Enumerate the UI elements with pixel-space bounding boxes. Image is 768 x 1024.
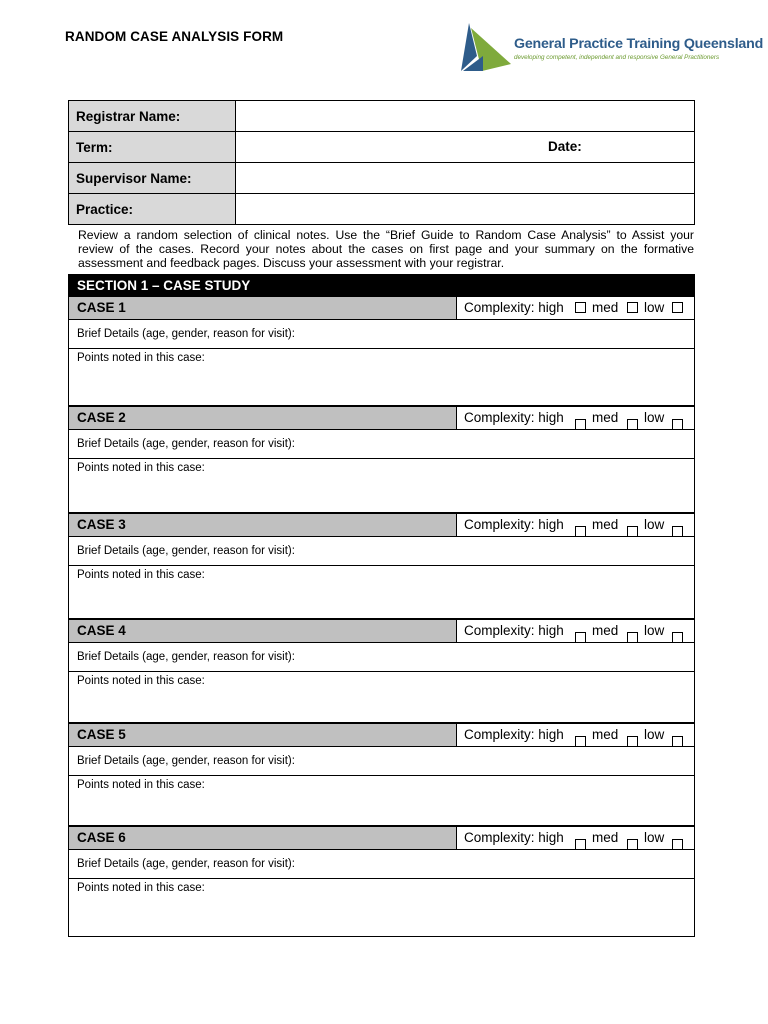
case-5 — [69, 724, 694, 827]
supervisor-name-field[interactable] — [236, 163, 695, 194]
brief-details-label: Brief Details (age, gender, reason for visit): — [77, 328, 295, 340]
logo-tagline: developing competent, independent and responsive General Practitioners — [514, 54, 720, 61]
instructions-text — [78, 228, 694, 270]
complexity-med-label: med — [592, 623, 619, 638]
complexity-high-label: Complexity: high — [464, 517, 564, 532]
complexity-high-label: Complexity: high — [464, 830, 564, 845]
brief-details-label: Brief Details (age, gender, reason for visit): — [77, 438, 295, 450]
brief-details-label: Brief Details (age, gender, reason for visit): — [77, 755, 295, 767]
case-study-section — [68, 274, 695, 937]
registrar-name-label: Registrar Name: — [69, 101, 236, 132]
points-noted-field[interactable] — [69, 566, 694, 619]
instructions-line: assessment and feedback pages. Discuss your assessment with your registrar. — [78, 256, 505, 270]
points-noted-label: Points noted in this case: — [77, 882, 205, 894]
gptq-logo — [457, 20, 764, 74]
points-noted-field[interactable] — [69, 776, 694, 826]
points-noted-label: Points noted in this case: — [77, 462, 205, 474]
instructions-line: Review a random selection of clinical notes. Use the “Brief Guide to Random Case Analysis” to Assist your — [78, 228, 694, 242]
case-header — [69, 297, 694, 320]
term-label: Term: — [69, 132, 236, 163]
brief-details-field[interactable] — [69, 850, 694, 879]
complexity-low-checkbox[interactable] — [672, 632, 683, 643]
supervisor-name-label: Supervisor Name: — [69, 163, 236, 194]
case-title: CASE 3 — [69, 514, 456, 536]
complexity-low-checkbox[interactable] — [672, 736, 683, 747]
case-header — [69, 514, 694, 537]
complexity-high-label: Complexity: high — [464, 410, 564, 425]
case-title: CASE 5 — [69, 724, 456, 746]
case-title: CASE 4 — [69, 620, 456, 642]
complexity-low-checkbox[interactable] — [672, 419, 683, 430]
brief-details-label: Brief Details (age, gender, reason for visit): — [77, 651, 295, 663]
complexity-low-label: low — [644, 727, 665, 742]
brief-details-field[interactable] — [69, 643, 694, 672]
complexity-selector — [456, 514, 694, 536]
instructions-line: review of the cases. Record your notes about the cases on first page and your summary on the formative — [78, 242, 694, 256]
case-title: CASE 6 — [69, 827, 456, 849]
term-row — [69, 132, 695, 163]
case-4 — [69, 620, 694, 724]
complexity-low-label: low — [644, 623, 665, 638]
points-noted-label: Points noted in this case: — [77, 675, 205, 687]
complexity-low-checkbox[interactable] — [672, 839, 683, 850]
complexity-selector — [456, 620, 694, 642]
complexity-med-label: med — [592, 727, 619, 742]
registrar-details-table — [68, 100, 695, 225]
practice-label: Practice: — [69, 194, 236, 225]
complexity-selector — [456, 724, 694, 746]
complexity-med-checkbox[interactable] — [627, 526, 638, 537]
complexity-high-checkbox[interactable] — [575, 526, 586, 537]
complexity-med-checkbox[interactable] — [627, 302, 638, 313]
date-label: Date: — [548, 139, 582, 154]
term-field[interactable] — [236, 132, 695, 163]
points-noted-label: Points noted in this case: — [77, 779, 205, 791]
complexity-low-checkbox[interactable] — [672, 302, 683, 313]
logo-name: General Practice Training Queensland — [514, 36, 764, 52]
brief-details-field[interactable] — [69, 430, 694, 459]
supervisor-name-row — [69, 163, 695, 194]
case-header — [69, 620, 694, 643]
case-title: CASE 1 — [69, 297, 456, 319]
practice-field[interactable] — [236, 194, 695, 225]
case-header — [69, 827, 694, 850]
complexity-selector — [456, 297, 694, 319]
points-noted-label: Points noted in this case: — [77, 569, 205, 581]
complexity-high-checkbox[interactable] — [575, 632, 586, 643]
points-noted-label: Points noted in this case: — [77, 352, 205, 364]
complexity-low-label: low — [644, 300, 665, 315]
complexity-selector — [456, 827, 694, 849]
complexity-med-label: med — [592, 410, 619, 425]
brief-details-label: Brief Details (age, gender, reason for visit): — [77, 545, 295, 557]
complexity-low-label: low — [644, 410, 665, 425]
complexity-selector — [456, 407, 694, 429]
section-title: SECTION 1 – CASE STUDY — [69, 275, 694, 297]
gptq-logo-mark-icon — [457, 20, 513, 74]
case-3 — [69, 514, 694, 620]
complexity-med-checkbox[interactable] — [627, 419, 638, 430]
complexity-high-checkbox[interactable] — [575, 736, 586, 747]
case-title: CASE 2 — [69, 407, 456, 429]
complexity-high-checkbox[interactable] — [575, 302, 586, 313]
practice-row — [69, 194, 695, 225]
brief-details-field[interactable] — [69, 537, 694, 566]
complexity-low-checkbox[interactable] — [672, 526, 683, 537]
brief-details-field[interactable] — [69, 320, 694, 349]
form-title: RANDOM CASE ANALYSIS FORM — [65, 29, 284, 44]
complexity-low-label: low — [644, 830, 665, 845]
registrar-name-row — [69, 101, 695, 132]
case-2 — [69, 407, 694, 514]
case-header — [69, 724, 694, 747]
complexity-high-label: Complexity: high — [464, 623, 564, 638]
registrar-name-field[interactable] — [236, 101, 695, 132]
points-noted-field[interactable] — [69, 459, 694, 513]
complexity-med-checkbox[interactable] — [627, 839, 638, 850]
brief-details-label: Brief Details (age, gender, reason for visit): — [77, 858, 295, 870]
complexity-med-checkbox[interactable] — [627, 632, 638, 643]
complexity-high-checkbox[interactable] — [575, 419, 586, 430]
brief-details-field[interactable] — [69, 747, 694, 776]
complexity-high-checkbox[interactable] — [575, 839, 586, 850]
points-noted-field[interactable] — [69, 349, 694, 406]
points-noted-field[interactable] — [69, 879, 694, 937]
complexity-med-label: med — [592, 300, 619, 315]
case-6 — [69, 827, 694, 938]
complexity-low-label: low — [644, 517, 665, 532]
case-1 — [69, 297, 694, 407]
case-header — [69, 407, 694, 430]
complexity-med-label: med — [592, 517, 619, 532]
complexity-high-label: Complexity: high — [464, 300, 564, 315]
case-list — [69, 297, 694, 938]
complexity-med-checkbox[interactable] — [627, 736, 638, 747]
complexity-high-label: Complexity: high — [464, 727, 564, 742]
points-noted-field[interactable] — [69, 672, 694, 723]
complexity-med-label: med — [592, 830, 619, 845]
